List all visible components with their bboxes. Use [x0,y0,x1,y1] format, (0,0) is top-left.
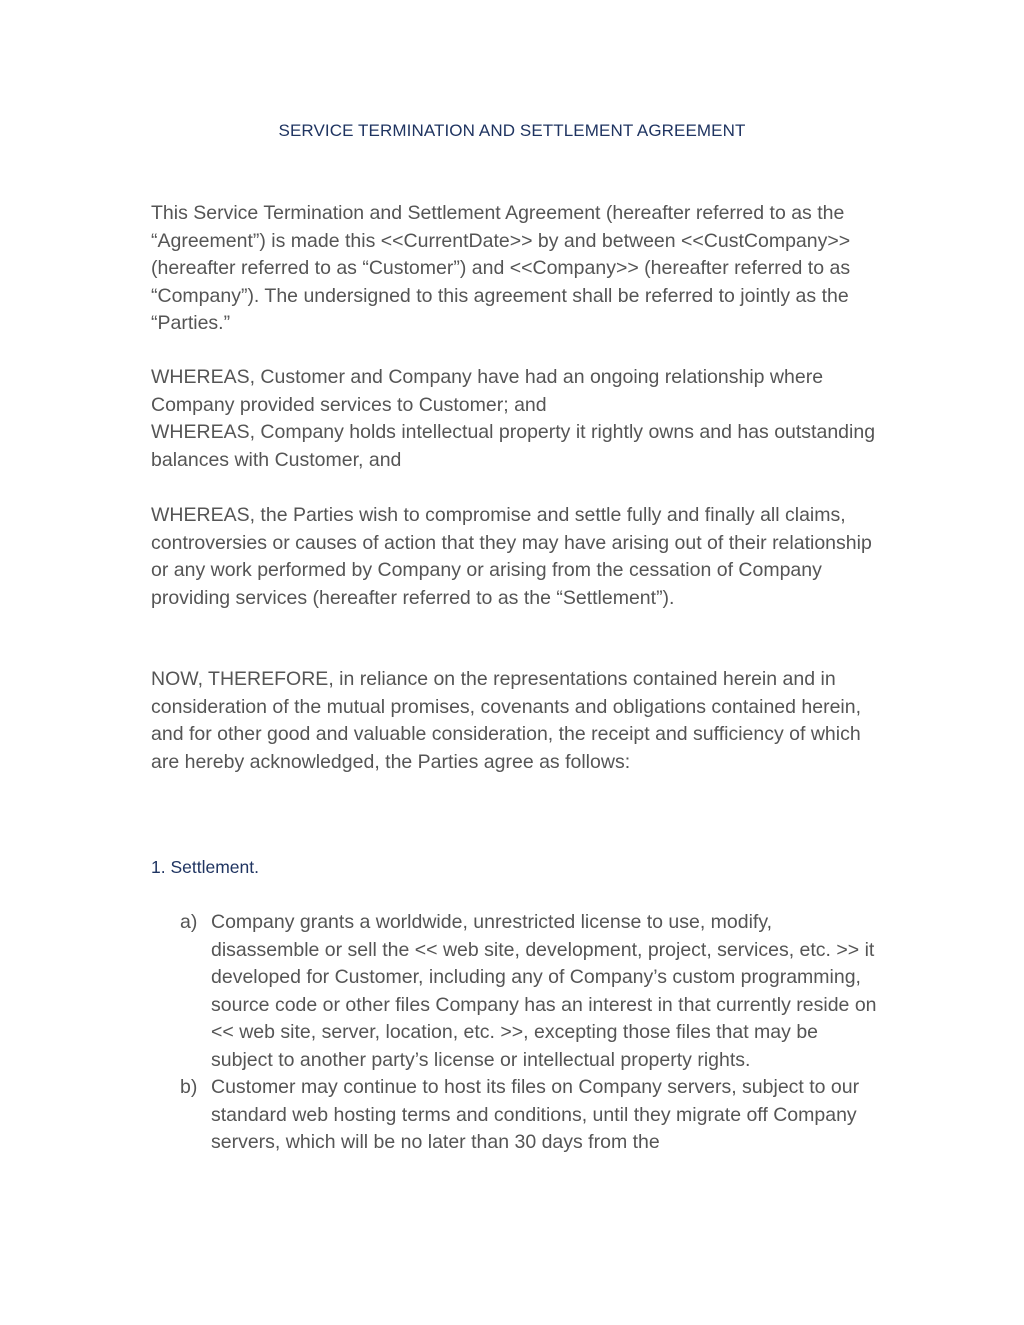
clause-item [180,909,880,1074]
recitals-block [151,364,881,474]
settlement-clause-list [180,909,880,1157]
whereas-settlement-paragraph: WHEREAS, the Parties wish to compromise and settle fully and finally all claims, controversies or causes of action that they may have arising out of their relationship or any work performed by Company or arising from the cessation of Company providing services (hereafter referred to as the “Settlement”). [151,504,872,609]
clause-item [180,1074,880,1157]
clause-marker: b) [180,1076,198,1098]
whereas-intellectual-property-paragraph: WHEREAS, Company holds intellectual property it rightly owns and has outstanding balances with Customer, and [151,421,876,471]
section-heading-settlement: 1. Settlement. [151,857,259,877]
clause-text: Company grants a worldwide, unrestricted license to use, modify, disassemble or sell the << web site, development, project, services, etc. >> it developed for Customer, including any of Company’s custom programming, source code or other files Company has an interest in that currently reside on << web site, server, location, etc. >>, excepting those files that may be subject to another party’s license or intellectual property rights. [211,911,877,1071]
whereas-relationship-paragraph: WHEREAS, Customer and Company have had an ongoing relationship where Company provided services to Customer; and [151,366,824,416]
preamble-paragraph: This Service Termination and Settlement Agreement (hereafter referred to as the “Agreement”) is made this <<CurrentDate>> by and between <<CustCompany>> (hereafter referred to as “Customer”) and <<Company>> (hereafter referred to as “Company”). The undersigned to this agreement shall be referred to jointly as the “Parties.” [151,202,851,334]
now-therefore-paragraph: NOW, THEREFORE, in reliance on the representations contained herein and in consideration of the mutual promises, covenants and obligations contained herein, and for other good and valuable consideration, the receipt and sufficiency of which are hereby acknowledged, the Parties agree as follows: [151,668,862,773]
clause-text: Customer may continue to host its files on Company servers, subject to our standard web hosting terms and conditions, until they migrate off Company servers, which will be no later than 30 days from the [211,1076,860,1153]
clause-marker: a) [180,911,198,933]
document-title: SERVICE TERMINATION AND SETTLEMENT AGREEMENT [278,121,746,140]
